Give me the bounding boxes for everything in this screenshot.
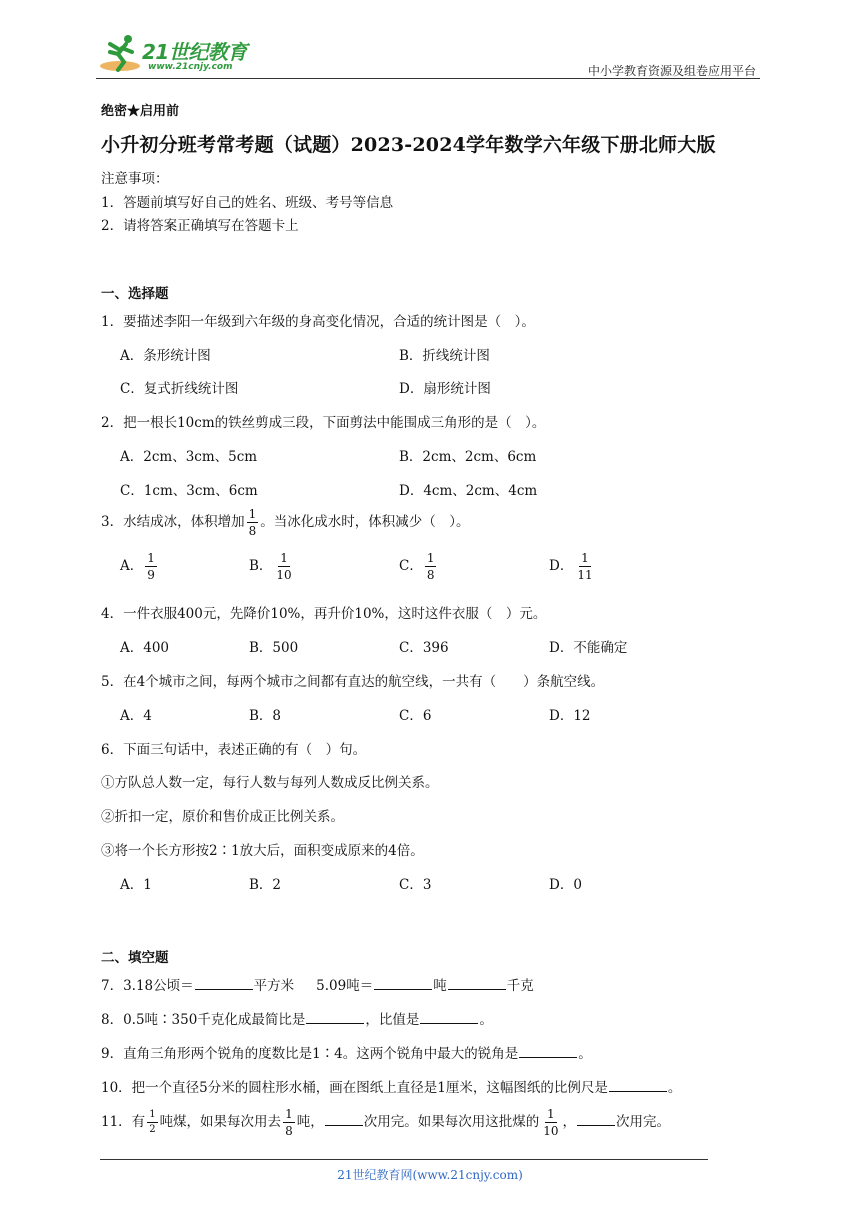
option-d: D．12 <box>549 708 591 724</box>
logo-text: 21世纪教育 <box>142 40 247 64</box>
question-4: 4．一件衣服400元，先降价10%，再升价10%，这时这件衣服（ ）元。 <box>101 606 547 622</box>
option-a: A．4 <box>120 708 152 724</box>
question-2: 2．把一根长10cm的铁丝剪成三段，下面剪法中能围成三角形的是（ ）。 <box>101 415 546 431</box>
secret-label: 绝密★启用前 <box>101 104 180 119</box>
answer-blank[interactable] <box>306 1011 364 1024</box>
footer-link[interactable]: 21世纪教育网(www.21cnjy.com) <box>337 1168 523 1182</box>
statement: ③将一个长方形按2∶1放大后，面积变成原来的4倍。 <box>101 843 424 859</box>
answer-blank[interactable] <box>195 977 253 990</box>
answer-blank[interactable] <box>374 977 432 990</box>
question-3-text: 。当冰化成水时，体积减少（ ）。 <box>260 514 470 530</box>
option-b: B． $\frac{1}{10}$ <box>249 551 292 582</box>
fraction: $\frac{1}{8}$ <box>248 507 257 538</box>
fraction: $\frac{1}{8}$ <box>426 551 435 582</box>
page-header <box>96 30 760 80</box>
question-6: 6．下面三句话中，表述正确的有（ ）句。 <box>101 742 367 758</box>
option-c: C．1cm、3cm、6cm <box>120 483 258 499</box>
question-1: 1．要描述李阳一年级到六年级的身高变化情况，合适的统计图是（ ）。 <box>101 314 535 330</box>
answer-blank[interactable] <box>420 1011 478 1024</box>
fraction: $\frac{1}{2}$ <box>149 1109 156 1135</box>
answer-blank[interactable] <box>519 1045 577 1058</box>
answer-blank[interactable] <box>325 1113 363 1126</box>
question-8: 8．0.5吨∶350千克化成最简比是 ，比值是 。 <box>101 1012 493 1028</box>
question-5: 5．在4个城市之间，每两个城市之间都有直达的航空线，一共有（ ）条航空线。 <box>101 674 605 690</box>
option-b: B．2 <box>249 877 282 893</box>
runner-logo-icon <box>98 32 144 74</box>
site-logo[interactable] <box>96 30 266 76</box>
option-a: A． $\frac{1}{9}$ <box>120 551 155 582</box>
option-c: C．3 <box>399 877 432 893</box>
option-d: D．4cm、2cm、4cm <box>399 483 538 499</box>
fraction: $\frac{1}{8}$ <box>285 1107 293 1138</box>
option-b: B．折线统计图 <box>399 348 490 364</box>
notice-item: 2．请将答案正确填写在答题卡上 <box>101 218 299 234</box>
header-platform-text: 中小学教育资源及组卷应用平台 <box>587 64 756 78</box>
header-divider <box>96 78 760 79</box>
option-a: A．400 <box>120 640 170 656</box>
option-c: C．6 <box>399 708 432 724</box>
question-3-text: 3．水结成冰，体积增加 <box>101 514 245 530</box>
option-b: B．2cm、2cm、6cm <box>399 449 537 465</box>
footer-divider <box>100 1159 708 1160</box>
answer-blank[interactable] <box>609 1079 667 1092</box>
option-b: B．500 <box>249 640 299 656</box>
fraction: $\frac{1}{11}$ <box>577 551 593 582</box>
section-heading: 一、选择题 <box>101 286 169 302</box>
answer-blank[interactable] <box>577 1113 615 1126</box>
question-9: 9．直角三角形两个锐角的度数比是1∶4。这两个锐角中最大的锐角是 。 <box>101 1046 592 1062</box>
option-c: C．复式折线统计图 <box>120 381 239 397</box>
question-11: 11．有 $\frac{1}{2}$ 吨煤，如果每次用去 $\frac{1}{8}$ 吨， 次用完。如果每次用这批煤的 $\frac{1}{10}$ ， 次用完。 <box>101 1107 670 1138</box>
section-heading: 二、填空题 <box>101 950 169 966</box>
answer-blank[interactable] <box>448 977 506 990</box>
logo-url: www.21cnjy.com <box>148 62 233 72</box>
option-d: D．不能确定 <box>549 640 628 656</box>
fraction: $\frac{1}{9}$ <box>147 551 155 582</box>
notice-item: 1．答题前填写好自己的姓名、班级、考号等信息 <box>101 195 394 211</box>
option-b: B．8 <box>249 708 282 724</box>
statement: ①方队总人数一定，每行人数与每列人数成反比例关系。 <box>101 775 439 791</box>
question-10: 10．把一个直径5分米的圆柱形水桶，画在图纸上直径是1厘米，这幅图纸的比例尺是 。 <box>101 1080 682 1096</box>
option-d: D．扇形统计图 <box>399 381 491 397</box>
page-title: 小升初分班考常考题（试题）2023-2024学年数学六年级下册北师大版 <box>101 134 716 156</box>
option-c: C． $\frac{1}{8}$ <box>399 551 435 582</box>
fraction: $\frac{1}{10}$ <box>276 551 292 582</box>
option-a: A．1 <box>120 877 152 893</box>
statement: ②折扣一定，原价和售价成正比例关系。 <box>101 809 344 825</box>
option-a: A．2cm、3cm、5cm <box>120 449 258 465</box>
option-a: A．条形统计图 <box>120 348 211 364</box>
option-d: D．0 <box>549 877 582 893</box>
option-d: D． $\frac{1}{11}$ <box>549 551 593 582</box>
option-c: C．396 <box>399 640 449 656</box>
notice-heading: 注意事项： <box>101 171 169 187</box>
fraction: $\frac{1}{10}$ <box>543 1107 559 1138</box>
question-7: 7．3.18公顷＝ 平方米 5.09吨＝ 吨 千克 <box>101 978 534 994</box>
question-3 <box>101 508 469 537</box>
